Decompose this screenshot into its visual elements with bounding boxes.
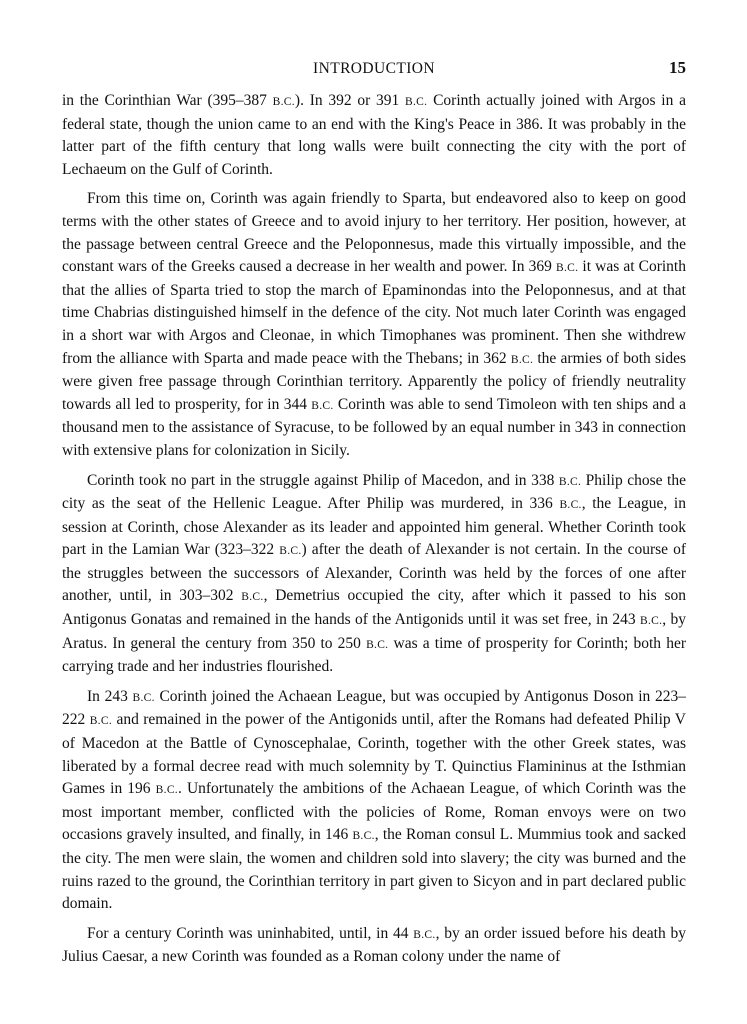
text-run: and remained in the power of the Antigonids until, after the Romans had defeated Philip V of Macedon at the Battle of Cynoscephalae, Corinth, together with the other Greek states, was liberated by a formal decree read with much solemnity by T. Quinctius Flamininus at the Isthmian Games in 196 (62, 711, 687, 798)
paragraph (62, 188, 686, 462)
text-run: ). In 392 or 391 (294, 92, 406, 109)
text-run: Philip chose the city as the seat of the Hellenic League. After Philip was murdered, in 336 (62, 471, 686, 513)
era-abbreviation: B.C. (352, 830, 375, 843)
chapter-title: INTRODUCTION (313, 60, 435, 77)
era-abbreviation: B.C. (272, 96, 295, 108)
page-number: 15 (669, 58, 686, 77)
text-run: in the Corinthian War (395–387 (62, 92, 273, 109)
text-run: Corinth actually joined with Argos in a federal state, though the union came to an end with the King's Peace in 386. It was probably in the latter part of the fifth century that long walls were built connecting the city with the port of Lechaeum on the Gulf of Corinth. (62, 92, 686, 178)
body-text (62, 90, 686, 976)
text-run: , Demetrius occupied the city, after which it passed to his son Antigonus Gonatas and remained in the hands of the Antigonids until it was set free, in 243 (62, 587, 686, 629)
era-abbreviation: B.C. (405, 96, 428, 108)
text-run: was a time of prosperity for Corinth; both her carrying trade and her industries flourished. (62, 634, 686, 676)
text-run: Corinth took no part in the struggle against Philip of Macedon, and in 338 (87, 471, 559, 489)
paragraph (62, 923, 686, 969)
paragraph (62, 470, 686, 679)
text-run: , by an order issued before his death by Julius Caesar, a new Corinth was founded as a Roman colony under the name of (62, 924, 687, 966)
era-abbreviation: B.C. (639, 615, 663, 628)
era-abbreviation: B.C. (311, 399, 334, 412)
era-abbreviation: B.C. (366, 638, 389, 651)
text-run: . Unfortunately the ambitions of the Achaean League, of which Corinth was the most important member, conflicted with the policies of Rome, Roman envoys were on two occasions gravely insulted, and finally, in 146 (62, 780, 686, 844)
text-run: From this time on, Corinth was again friendly to Sparta, but endeavored also to keep on good terms with the other states of Greece and to avoid injury to her territory. Her position, however, at the passage between central Greece and the Peloponnesus, made this virtually impossible, and the constant wars of the Greeks caused a decrease in her wealth and power. In 369 (62, 190, 686, 276)
era-abbreviation: B.C. (558, 475, 582, 488)
text-run: , the League, in session at Corinth, chose Alexander as its leader and appointed him general. Whether Corinth took part in the Lamian War (323–322 (62, 495, 686, 559)
paragraph (62, 686, 686, 916)
era-abbreviation: B.C. (155, 784, 178, 797)
text-run: , by Aratus. In general the century from 350 to 250 (62, 611, 687, 652)
text-run: For a century Corinth was uninhabited, until, in 44 (87, 924, 414, 942)
era-abbreviation: B.C. (556, 262, 579, 275)
era-abbreviation: B.C. (510, 353, 534, 366)
paragraph (62, 90, 686, 181)
text-run: it was at Corinth that the allies of Sparta tried to stop the march of Epaminondas into the Peloponnesus, and at that time Chabrias distinguished himself in the defence of the city. Not much later Corinth was engaged in a short war with Argos and Cleonae, in which Timophanes was prominent. Then she withdrew from the alliance with Sparta and made peace with the Thebans; in 362 (62, 258, 686, 367)
text-run: Corinth was able to send Timoleon with ten ships and a thousand men to the assistance of Syracuse, to be followed by an equal number in 343 in connection with extensive plans for colonization in Sicily. (62, 395, 686, 459)
era-abbreviation: B.C. (241, 591, 264, 604)
era-abbreviation: B.C. (279, 545, 302, 558)
text-run: , the Roman consul L. Mummius took and sacked the city. The men were slain, the women and children sold into slavery; the city was burned and the ruins razed to the ground, the Corinthian territory in part given to Sicyon and in part declared public domain. (62, 826, 686, 913)
text-run: Corinth joined the Achaean League, but was occupied by Antigonus Doson in 223–222 (62, 687, 686, 729)
text-run: ) after the death of Alexander is not certain. In the course of the struggles between the successors of Alexander, Corinth was held by the forces of one after another, until, in 303–302 (62, 541, 686, 605)
text-run: the armies of both sides were given free passage through Corinthian territory. Apparently the policy of friendly neutrality towards all led to prosperity, for in 344 (62, 349, 686, 413)
era-abbreviation: B.C. (89, 715, 112, 728)
text-run: In 243 (87, 687, 133, 705)
era-abbreviation: B.C. (559, 499, 582, 512)
running-head (62, 58, 686, 82)
era-abbreviation: B.C. (132, 691, 155, 704)
era-abbreviation: B.C. (413, 928, 436, 941)
